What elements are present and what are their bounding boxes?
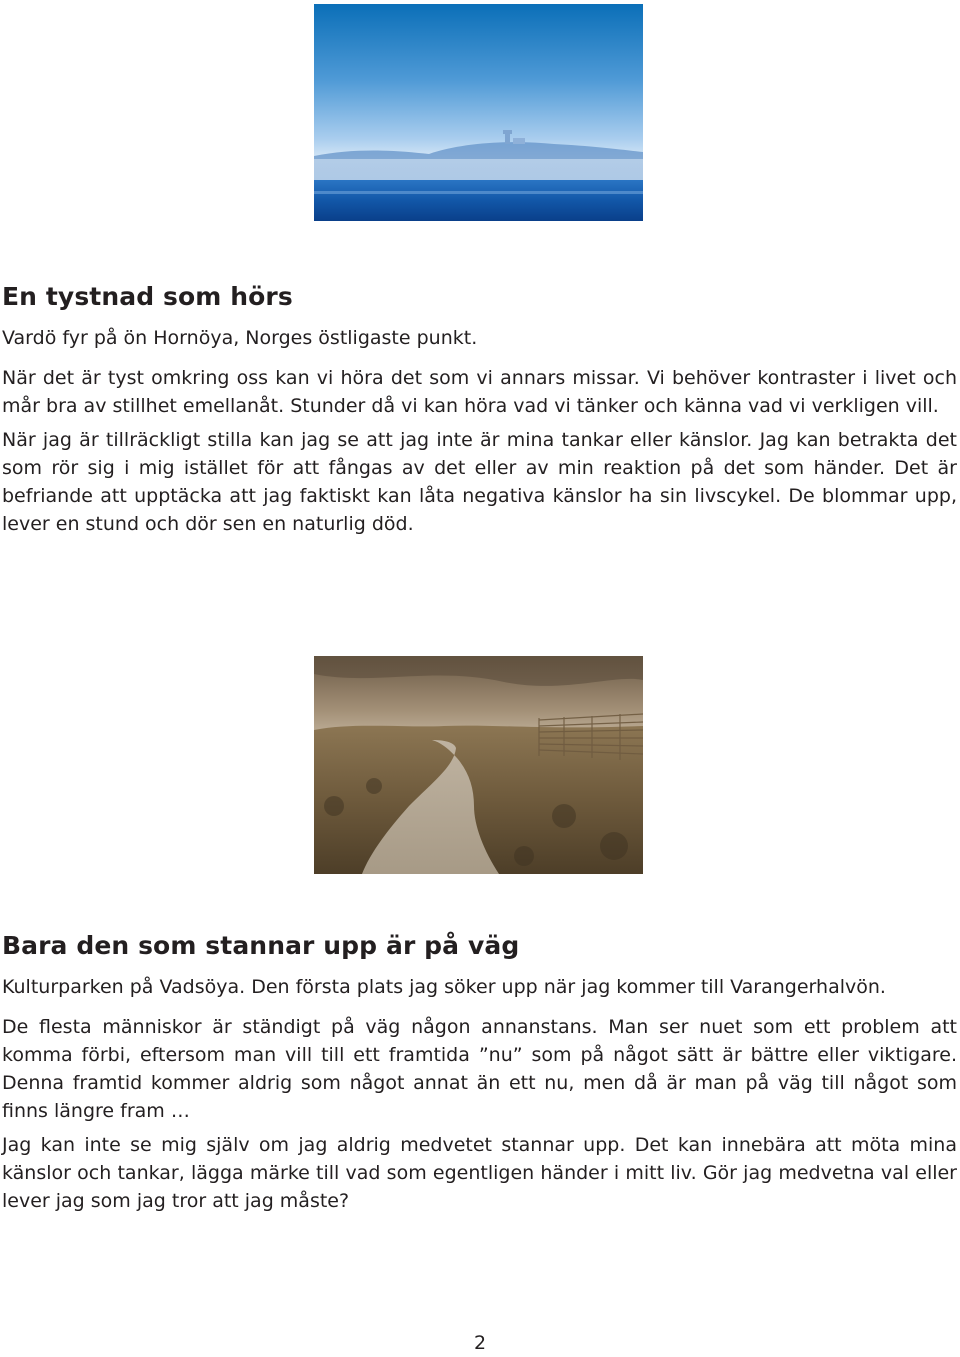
paragraph: När jag är tillräckligt stilla kan jag se att jag inte är mina tankar eller känslor. Jag kan betrakta det som rör sig i mig istället för att fångas av det eller av min reaktion på det som händer. Det är befriande att upptäcka att jag faktiskt kan låta negativa känslor ha sin livscykel. De blommar upp, lever en stund och dör sen en naturlig död. <box>2 429 957 535</box>
section-heading: Bara den som stannar upp är på väg <box>2 931 520 960</box>
paragraph: När det är tyst omkring oss kan vi höra det som vi annars missar. Vi behöver kontraster i livet och mår bra av stillhet emellanåt. Stunder då vi kan höra vad vi tänker och känna vad vi verkligen vill. <box>2 367 957 417</box>
photo-caption: Vardö fyr på ön Hornöya, Norges östligaste punkt. <box>2 327 478 349</box>
paragraph: Jag kan inte se mig själv om jag aldrig medvetet stannar upp. Det kan innebära att möta mina känslor och tankar, lägga märke till vad som egentligen händer i mitt liv. Gör jag medvetna val eller lever jag som jag tror att jag måste? <box>2 1134 957 1212</box>
paragraph: De flesta människor är ständigt på väg någon annanstans. Man ser nuet som ett problem att komma förbi, eftersom man vill till ett framtida ”nu” som på något sätt är bättre eller viktigare. Denna framtid kommer aldrig som något annat än ett nu, men då är man på väg till något som finns längre fram … <box>2 1016 957 1122</box>
section-silence <box>2 280 957 544</box>
section-on-the-way <box>2 929 957 1221</box>
photo-caption: Kulturparken på Vadsöya. Den första plats jag söker upp när jag kommer till Varangerhalvön. <box>2 976 886 998</box>
photo-lighthouse-fog <box>314 4 643 221</box>
photo-gravel-road <box>314 656 643 874</box>
page-number: 2 <box>473 1332 487 1354</box>
section-heading: En tystnad som hörs <box>2 282 293 311</box>
